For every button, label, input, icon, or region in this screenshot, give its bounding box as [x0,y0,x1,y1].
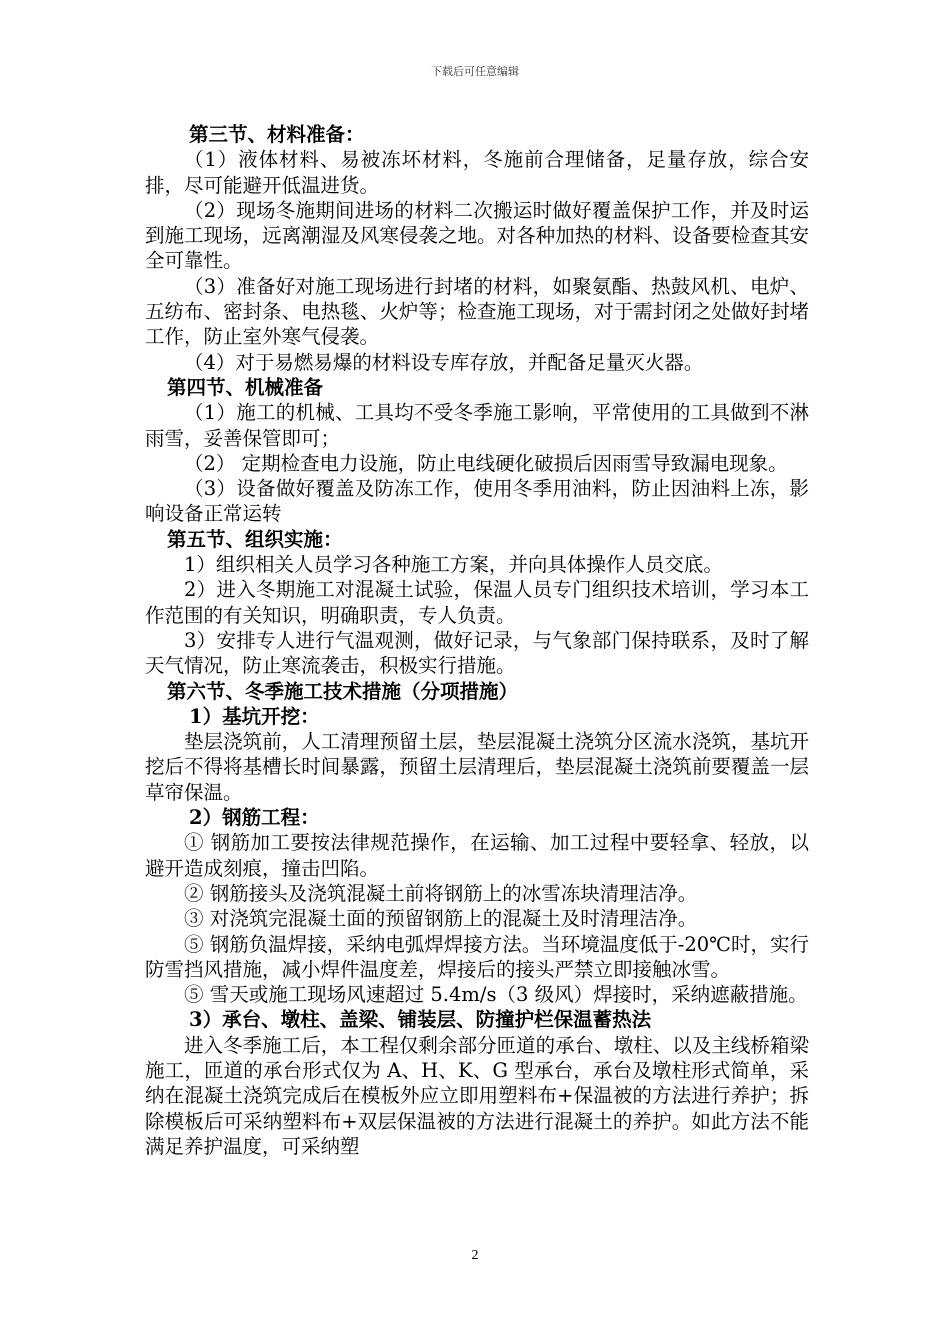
section-heading-6: 第六节、冬季施工技术措施（分项措施） [167,679,519,703]
paragraph: 1）组织相关人员学习各种施工方案，并向具体操作人员交底。 [184,553,723,577]
document-body [145,122,809,1159]
paragraph: ⑤ 钢筋负温焊接，采纳电弧焊焊接方法。当环境温度低于-20℃时，实行防雪挡风措施，减小焊件温度差，焊接后的接头严禁立即接触冰雪。 [145,932,809,981]
page-number: 2 [471,1248,479,1263]
page-header: 下载后可任意编辑 [431,65,519,78]
subsection-heading: 3）承台、墩柱、盖梁、铺装层、防撞护栏保温蓄热法 [189,1008,652,1032]
paragraph: 2）进入冬期施工对混凝土试验，保温人员专门组织技术培训，学习本工作范围的有关知识，明确职责，专人负责。 [145,578,809,627]
subsection-heading: 1）基坑开挖： [189,704,320,728]
paragraph: （2） 定期检查电力设施，防止电线硬化破损后因雨雪导致漏电现象。 [184,451,788,475]
paragraph: （2）现场冬施期间进场的材料二次搬运时做好覆盖保护工作，并及时运到施工现场，远离潮湿及风寒侵袭之地。对各种加热的材料、设备要检查其安全可靠性。 [145,198,809,273]
paragraph: ① 钢筋加工要按法律规范操作，在运输、加工过程中要轻拿、轻放，以避开造成刻痕，撞击凹陷。 [145,831,809,880]
section-heading-4: 第四节、机械准备 [167,375,324,399]
paragraph: 3）安排专人进行气温观测，做好记录，与气象部门保持联系，及时了解天气情况，防止寒流袭击，积极实行措施。 [145,628,809,678]
section-heading-5: 第五节、组织实施： [167,527,343,551]
paragraph: ② 钢筋接头及浇筑混凝土前将钢筋上的冰雪冻块清理洁净。 [184,881,698,905]
section-heading-3: 第三节、材料准备： [189,123,365,146]
paragraph: ③ 对浇筑完混凝土面的预留钢筋上的混凝土及时清理洁净。 [184,907,698,931]
paragraph: 垫层浇筑前，人工清理预留土层，垫层混凝土浇筑分区流水浇筑，基坑开挖后不得将基槽长时间暴露，预留土层清理后，垫层混凝土浇筑前要覆盖一层草帘保温。 [145,730,809,804]
paragraph: （1）液体材料、易被冻坏材料，冬施前合理储备，足量存放，综合安排，尽可能避开低温进货。 [145,148,809,197]
paragraph: （4）对于易燃易爆的材料设专库存放，并配备足量灭火器。 [184,350,704,374]
paragraph: ⑤ 雪天或施工现场风速超过 5.4m/s（3 级风）焊接时，采纳遮蔽措施。 [184,983,808,1007]
paragraph: （1）施工的机械、工具均不受冬季施工影响，平常使用的工具做到不淋雨雪，妥善保管即可； [145,401,809,450]
paragraph: （3）设备做好覆盖及防冻工作，使用冬季用油料，防止因油料上冻，影响设备正常运转 [145,477,809,526]
paragraph: 进入冬季施工后，本工程仅剩余部分匝道的承台、墩柱、以及主线桥箱梁施工，匝道的承台形式仅为 A、H、K、G 型承台，承台及墩柱形式简单，采纳在混凝土浇筑完成后在模板外应立即用塑料布+保温被的方法进行养护；拆除模板后可采纳塑料布+双层保温被的方法进行混凝土的养护。如此方法不能满足养护温度，可采纳塑 [145,1033,809,1158]
subsection-heading: 2）钢筋工程： [189,806,320,830]
paragraph: （3）准备好对施工现场进行封堵的材料，如聚氨酯、热鼓风机、电炉、五纺布、密封条、电热毯、火炉等；检查施工现场，对于需封闭之处做好封堵工作，防止室外寒气侵袭。 [145,274,809,349]
